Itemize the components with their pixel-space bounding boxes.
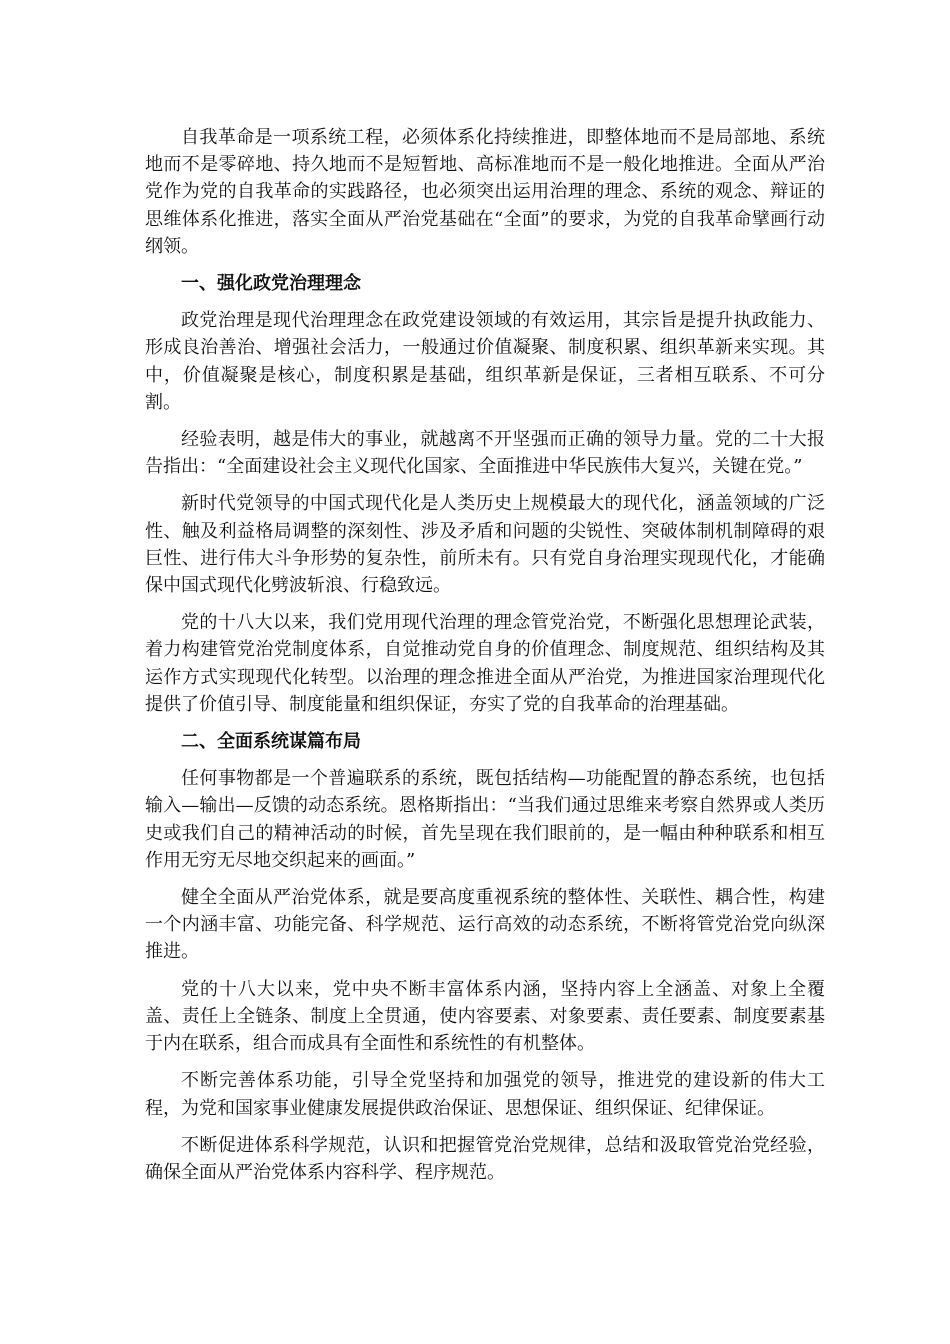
document-page — [145, 124, 825, 1196]
paragraph: 任何事物都是一个普遍联系的系统，既包括结构—功能配置的静态系统，也包括输入—输出—反馈的动态系统。恩格斯指出：“当我们通过思维来考察自然界或人类历史或我们自己的精神活动的时候，首先呈现在我们眼前的，是一幅由种种联系和相互作用无穷无尽地交织起来的画面。” — [145, 768, 825, 871]
paragraph: 健全全面从严治党体系，就是要高度重视系统的整体性、关联性、耦合性，构建一个内涵丰富、功能完备、科学规范、运行高效的动态系统，不断将管党治党向纵深推进。 — [145, 887, 825, 963]
paragraph: 党的十八大以来，我们党用现代治理的理念管党治党，不断强化思想理论武装，着力构建管党治党制度体系，自觉推动党自身的价值理念、制度规范、组织结构及其运作方式实现现代化转型。以治理的理念推进全面从严治党，为推进国家治理现代化提供了价值引导、制度能量和组织保证，夯实了党的自我革命的治理基础。 — [145, 612, 825, 715]
section-heading-1: 一、强化政党治理理念 — [181, 273, 361, 295]
paragraph: 经验表明，越是伟大的事业，就越离不开坚强而正确的领导力量。党的二十大报告指出：“全面建设社会主义现代化国家、全面推进中华民族伟大复兴，关键在党。” — [145, 429, 825, 478]
intro-paragraph: 自我革命是一项系统工程，必须体系化持续推进，即整体地而不是局部地、系统地而不是零碎地、持久地而不是短暂地、高标准地而不是一般化地推进。全面从严治党作为党的自我革命的实践路径，也必须突出运用治理的理念、系统的观念、辩证的思维体系化推进，落实全面从严治党基础在“全面”的要求，为党的自我革命擘画行动纲领。 — [145, 127, 825, 257]
paragraph: 新时代党领导的中国式现代化是人类历史上规模最大的现代化，涵盖领域的广泛性、触及利益格局调整的深刻性、涉及矛盾和问题的尖锐性、突破体制机制障碍的艰巨性、进行伟大斗争形势的复杂性，前所未有。只有党自身治理实现现代化，才能确保中国式现代化劈波斩浪、行稳致远。 — [145, 493, 825, 597]
paragraph: 政党治理是现代治理理念在政党建设领域的有效运用，其宗旨是提升执政能力、形成良治善治、增强社会活力，一般通过价值凝聚、制度积累、组织革新来实现。其中，价值凝聚是核心，制度积累是基础，组织革新是保证，三者相互联系、不可分割。 — [145, 310, 825, 413]
paragraph: 党的十八大以来，党中央不断丰富体系内涵，坚持内容上全涵盖、对象上全覆盖、责任上全链条、制度上全贯通，使内容要素、对象要素、责任要素、制度要素基于内在联系，组合而成具有全面性和系统性的有机整体。 — [145, 978, 825, 1055]
paragraph: 不断促进体系科学规范，认识和把握管党治党规律，总结和汲取管党治党经验，确保全面从严治党体系内容科学、程序规范。 — [145, 1134, 825, 1183]
section-heading-2: 二、全面系统谋篇布局 — [181, 731, 361, 753]
paragraph: 不断完善体系功能，引导全党坚持和加强党的领导，推进党的建设新的伟大工程，为党和国家事业健康发展提供政治保证、思想保证、组织保证、纪律保证。 — [145, 1070, 825, 1119]
